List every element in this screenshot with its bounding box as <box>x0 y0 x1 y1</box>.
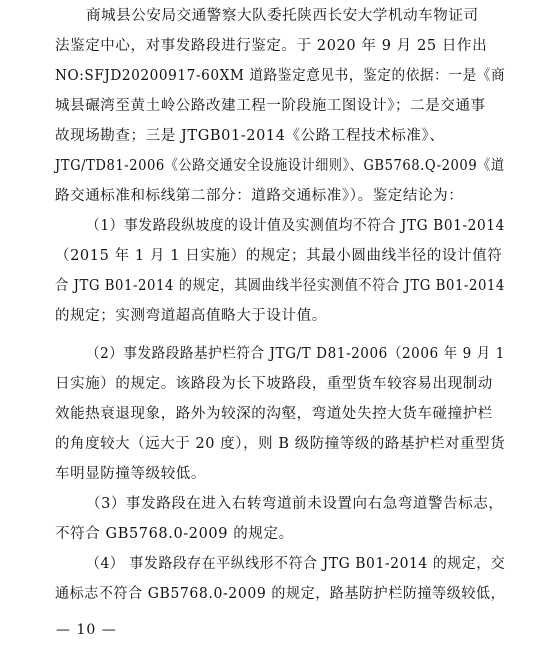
paragraph-4-line-2: 不符合 GB5768.0-2009 的规定。 <box>55 526 294 542</box>
paragraph-3-line-1: （2）事发路段路基护栏符合 JTG/T D81-2006（2006 年 9 月 1 <box>86 346 505 362</box>
paragraph-3-line-5: 车明显防撞等级较低。 <box>55 466 206 482</box>
paragraph-1-line-2: 法鉴定中心，对事发路段进行鉴定。于 2020 年 9 月 25 日作出 <box>55 38 488 54</box>
paragraph-2-line-3: 合 JTG B01-2014 的规定，其圆曲线半径实测值不符合 JTG B01-2014 <box>55 278 505 294</box>
paragraph-1-line-7: 路交通标准和标线第二部分：道路交通标准》）。鉴定结论为： <box>55 188 464 204</box>
paragraph-1-line-1: 商城县公安局交通警察大队委托陕西长安大学机动车物证司 <box>86 8 479 24</box>
paragraph-3-line-2: 日实施）的规定。该路段为长下坡路段，重型货车较容易出现制动 <box>55 376 493 392</box>
paragraph-3-line-3: 效能热衰退现象，路外为较深的沟壑，弯道处失控大货车碰撞护栏 <box>55 406 493 422</box>
paragraph-2-line-1: （1）事发路段纵坡度的设计值及实测值均不符合 JTG B01-2014 <box>86 218 505 234</box>
paragraph-1-line-3: NO:SFJD20200917-60XM 道路鉴定意见书，鉴定的依据：一是《商 <box>55 68 506 84</box>
paragraph-4-line-1: （3）事发路段在进入右转弯道前未设置向右急弯道警告标志， <box>86 496 504 512</box>
paragraph-1-line-6: JTG/TD81-2006《公路交通安全设施设计细则》、GB5768.Q-2009《道 <box>55 158 505 174</box>
paragraph-1-line-4: 城县碾湾至黄土岭公路改建工程一阶段施工图设计》；二是交通事 <box>55 98 486 114</box>
paragraph-2-line-4: 的规定；实测弯道超高值略大于设计值。 <box>55 308 327 324</box>
paragraph-3-line-4: 的角度较大（远大于 20 度），则 B 级防撞等级的路基护栏对重型货 <box>55 436 506 452</box>
page-number: — 10 — <box>56 622 117 638</box>
paragraph-1-line-5: 故现场勘查；三是 JTGB01-2014《公路工程技术标准》、 <box>55 128 445 144</box>
paragraph-5-line-1: （4） 事发路段存在平纵线形不符合 JTG B01-2014 的规定，交 <box>86 556 506 572</box>
paragraph-2-line-2: （2015 年 1 月 1 日实施）的规定；其最小圆曲线半径的设计值符 <box>55 248 503 264</box>
paragraph-5-line-2: 通标志不符合 GB5768.0-2009 的规定，路基防护栏防撞等级较低， <box>55 586 506 602</box>
